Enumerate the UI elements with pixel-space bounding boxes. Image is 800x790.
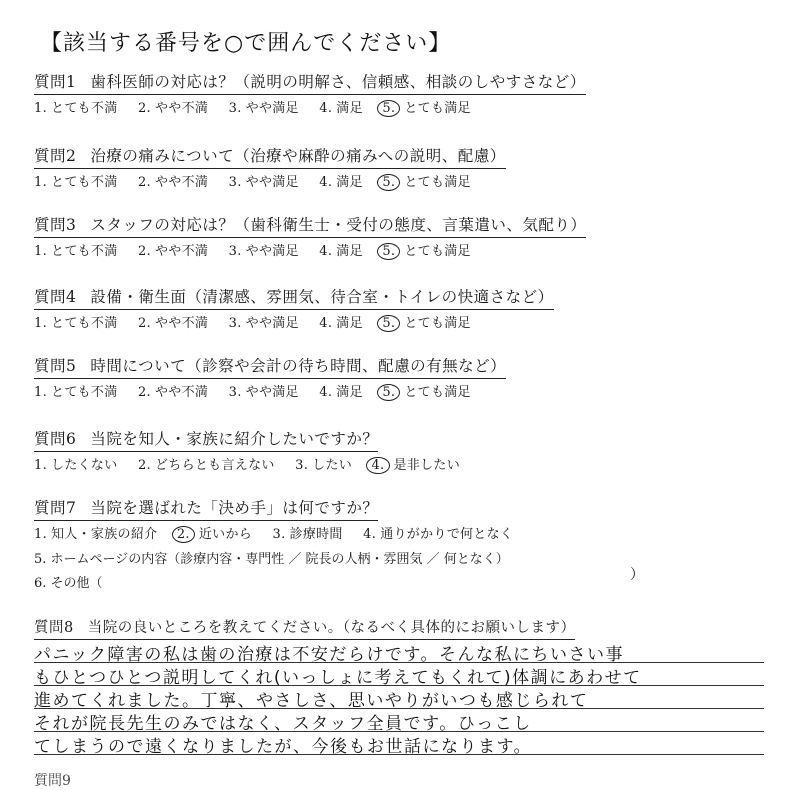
question-title <box>34 354 506 378</box>
option-3[interactable]: 3. 診療時間 <box>272 527 343 542</box>
option-5-selected[interactable]: 5. とても満足 <box>383 312 471 332</box>
page-heading: 【該当する番号を○で囲んでください】 <box>40 31 452 56</box>
handwritten-answer <box>34 640 764 755</box>
option-4[interactable]: 4. 満足 <box>319 101 363 116</box>
question-number: 質問5 <box>34 357 77 375</box>
question-number: 質問8 <box>34 620 74 636</box>
question-title <box>34 616 575 639</box>
question-number: 質問1 <box>34 73 77 91</box>
question-1 <box>34 70 794 117</box>
option-4-selected[interactable]: 4. 是非したい <box>372 454 460 474</box>
option-1[interactable]: 1. とても不満 <box>34 244 118 259</box>
question-text: 設備・衛生面（清潔感、雰囲気、待合室・トイレの快適さなど） <box>90 288 554 306</box>
option-5-selected[interactable]: 5. とても満足 <box>383 171 471 191</box>
answer-options <box>34 454 794 474</box>
question-text: スタッフの対応は？（歯科衛生士・受付の態度、言葉遣い、気配り） <box>90 216 587 234</box>
handwritten-line: 進めてくれました。丁寧、やさしさ、思いやりがいつも感じられて <box>34 686 764 709</box>
handwritten-line: それが院長先生のみではなく、スタッフ全員です。ひっこし <box>34 709 764 732</box>
option-4[interactable]: 4. 通りがかりで何となく <box>363 527 514 542</box>
question-4 <box>34 285 794 332</box>
question-5 <box>34 354 794 401</box>
option-3[interactable]: 3. やや満足 <box>228 244 299 259</box>
option-4[interactable]: 4. 満足 <box>319 244 363 259</box>
answer-options <box>34 97 794 117</box>
option-2[interactable]: 2. やや不満 <box>137 175 209 190</box>
question-title <box>34 496 378 520</box>
question-number: 質問6 <box>34 430 77 448</box>
question-title <box>34 144 506 168</box>
question-number: 質問7 <box>34 499 77 517</box>
option-5-selected[interactable]: 5. とても満足 <box>383 97 471 117</box>
answer-options <box>34 523 794 543</box>
option-6-row[interactable]: 6. その他（ <box>34 576 103 591</box>
question-title <box>34 285 554 309</box>
question-text: 当院を知人・家族に紹介したいですか？ <box>90 430 379 448</box>
other-close-bracket: ） <box>630 567 644 583</box>
question-text: 治療の痛みについて（治療や麻酔の痛みへの説明、配慮） <box>90 147 506 165</box>
next-question-cut-off: 質問9 <box>34 773 71 789</box>
answer-options <box>34 381 794 401</box>
question-number: 質問2 <box>34 147 77 165</box>
option-3[interactable]: 3. やや満足 <box>228 316 299 331</box>
option-1[interactable]: 1. とても不満 <box>34 101 118 116</box>
question-text: 時間について（診察や会計の待ち時間、配慮の有無など） <box>90 357 507 375</box>
question-text: 当院を選ばれた「決め手」は何ですか？ <box>90 499 379 517</box>
handwritten-line: もひとつひとつ説明してくれ(いっしょに考えてもくれて)体調にあわせて <box>34 663 764 686</box>
option-4[interactable]: 4. 満足 <box>319 316 363 331</box>
option-5-selected[interactable]: 5. とても満足 <box>383 240 471 260</box>
handwritten-line: てしまうので遠くなりましたが、今後もお世話になります。 <box>34 732 764 755</box>
option-1[interactable]: 1. したくない <box>34 458 118 473</box>
question-2 <box>34 144 794 191</box>
option-1[interactable]: 1. とても不満 <box>34 175 118 190</box>
question-text: 当院の良いところを教えてください。（なるべく具体的にお願いします） <box>87 620 576 636</box>
answer-options <box>34 312 794 332</box>
option-3[interactable]: 3. やや満足 <box>228 175 299 190</box>
question-number: 質問3 <box>34 216 77 234</box>
answer-options <box>34 240 794 260</box>
option-3[interactable]: 3. したい <box>295 458 353 473</box>
option-2[interactable]: 2. やや不満 <box>137 244 209 259</box>
option-1[interactable]: 1. とても不満 <box>34 385 118 400</box>
question-title <box>34 70 586 94</box>
option-4[interactable]: 4. 満足 <box>319 175 363 190</box>
answer-options <box>34 171 794 191</box>
question-7 <box>34 496 794 591</box>
question-8 <box>34 616 794 639</box>
option-3[interactable]: 3. やや満足 <box>228 385 299 400</box>
option-2[interactable]: 2. やや不満 <box>137 385 209 400</box>
option-2[interactable]: 2. どちらとも言えない <box>137 458 275 473</box>
question-6 <box>34 427 794 474</box>
option-2[interactable]: 2. やや不満 <box>137 316 209 331</box>
question-number: 質問4 <box>34 288 77 306</box>
option-3[interactable]: 3. やや満足 <box>228 101 299 116</box>
question-title <box>34 427 378 451</box>
handwritten-line: パニック障害の私は歯の治療は不安だらけです。そんな私にちいさい事 <box>34 640 764 663</box>
option-2[interactable]: 2. やや不満 <box>137 101 209 116</box>
question-title <box>34 213 586 237</box>
option-1[interactable]: 1. 知人・家族の紹介 <box>34 527 158 542</box>
option-1[interactable]: 1. とても不満 <box>34 316 118 331</box>
option-4[interactable]: 4. 満足 <box>319 385 363 400</box>
question-text: 歯科医師の対応は？（説明の明解さ、信頼感、相談のしやすさなど） <box>90 73 586 91</box>
option-2-selected[interactable]: 2. 近いから <box>178 523 252 543</box>
option-5-selected[interactable]: 5. とても満足 <box>383 381 471 401</box>
question-3 <box>34 213 794 260</box>
option-5-row[interactable]: 5. ホームページの内容（診療内容・専門性 ／ 院長の人柄・雰囲気 ／ 何となく） <box>34 552 509 567</box>
